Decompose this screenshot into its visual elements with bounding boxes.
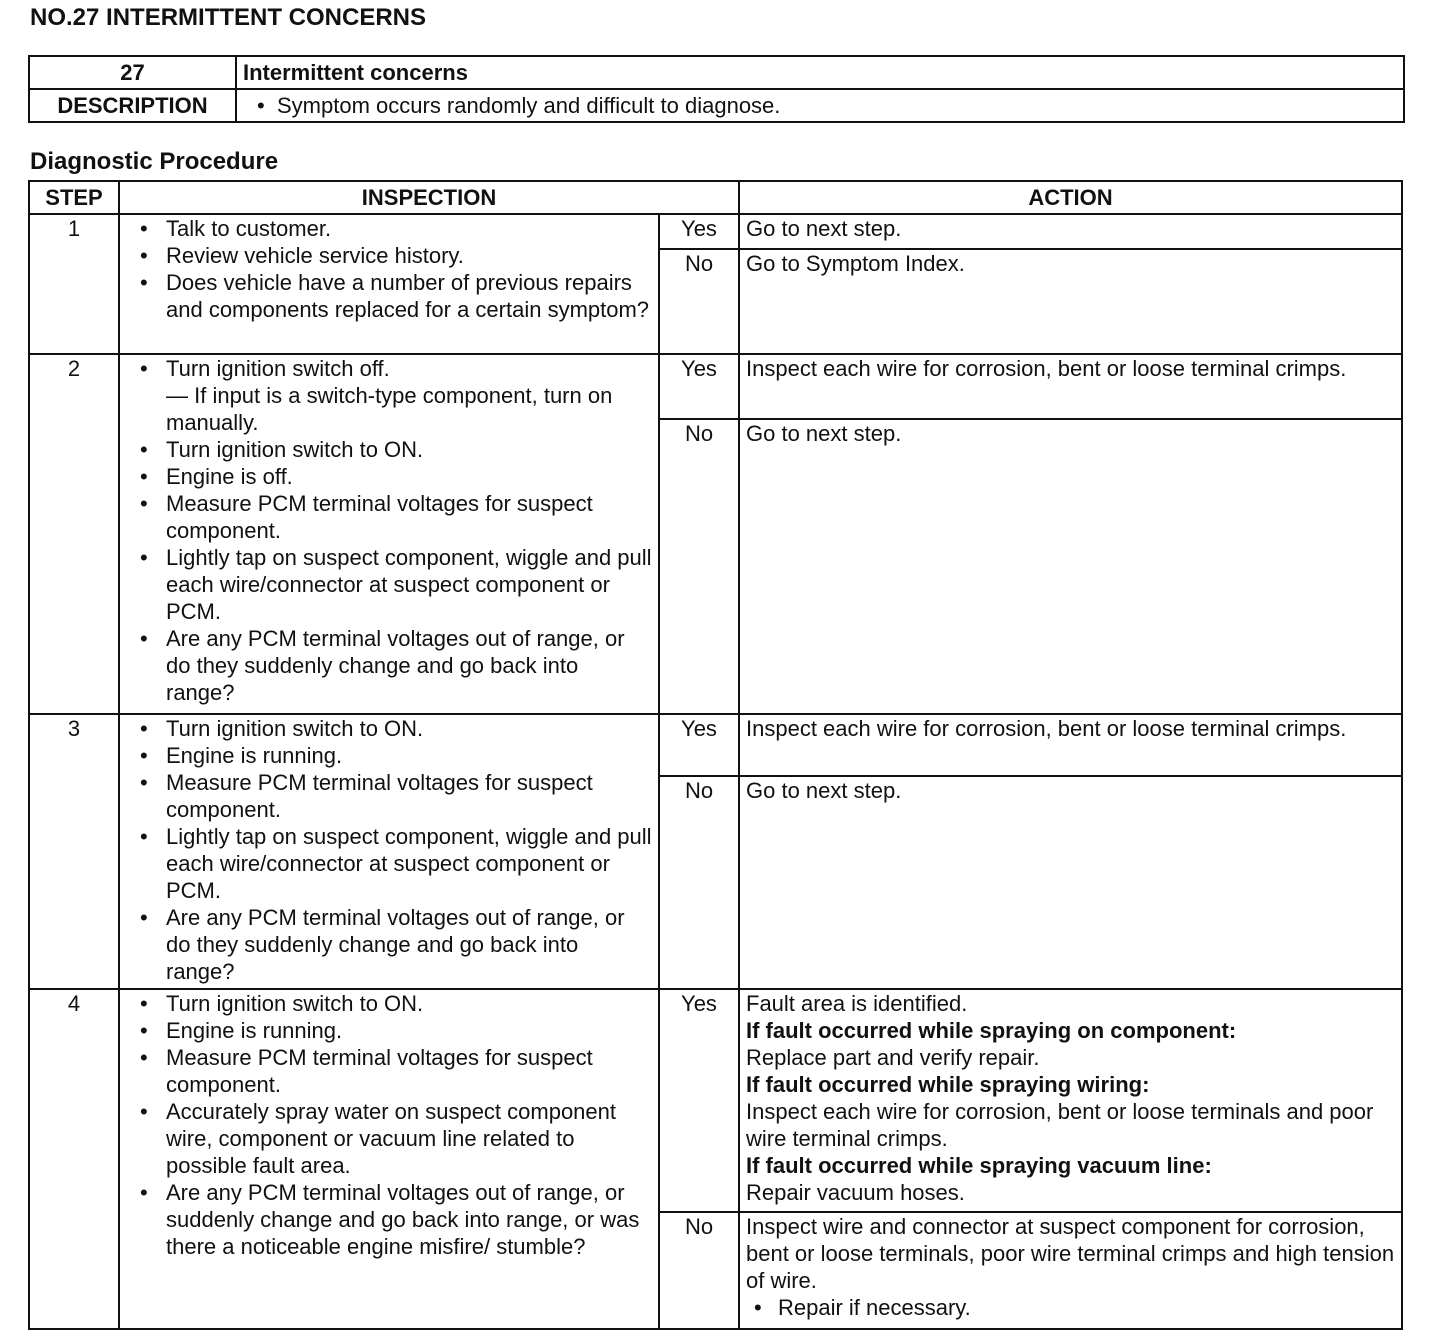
action-line: Replace part and verify repair. [746, 1045, 1040, 1070]
inspection-item: • Are any PCM terminal voltages out of range, or suddenly change and go back into range, or was there a noticeable engine misfire/ stumble? [126, 1179, 652, 1260]
no-label: No [659, 1212, 739, 1329]
description-text: • Symptom occurs randomly and difficult to diagnose. [243, 92, 1397, 119]
yes-action [739, 714, 1402, 776]
yes-action [739, 214, 1402, 249]
no-action [739, 419, 1402, 714]
yes-action [739, 354, 1402, 419]
inspection-item: • Turn ignition switch to ON. [126, 990, 652, 1017]
action-line: Inspect each wire for corrosion, bent or loose terminals and poor wire terminal crimps. [746, 1099, 1374, 1151]
no-action [739, 776, 1402, 989]
procedure-body [29, 214, 1402, 1329]
column-header-inspection: INSPECTION [119, 181, 739, 214]
description-cell [236, 89, 1404, 122]
action-line: Go to next step. [746, 216, 902, 241]
inspection-cell [119, 714, 659, 989]
inspection-cell [119, 354, 659, 714]
action-line: Inspect wire and connector at suspect component for corrosion, bent or loose terminals, poor wire terminal crimps and high tension of wire. [746, 1214, 1395, 1293]
step-number: 3 [29, 714, 119, 989]
step-number: 2 [29, 354, 119, 714]
step-row [29, 989, 1402, 1212]
step-number: 1 [29, 214, 119, 354]
procedure-title: Diagnostic Procedure [30, 148, 279, 175]
no-label: No [659, 776, 739, 989]
inspection-item: • Lightly tap on suspect component, wiggle and pull each wire/connector at suspect component or PCM. [126, 823, 652, 904]
description-label: DESCRIPTION [29, 89, 236, 122]
action-line: Inspect each wire for corrosion, bent or loose terminal crimps. [746, 716, 1347, 741]
page-title: NO.27 INTERMITTENT CONCERNS [30, 4, 427, 31]
yes-label: Yes [659, 214, 739, 249]
inspection-item: • Turn ignition switch to ON. [126, 715, 652, 742]
inspection-item: • Turn ignition switch to ON. [126, 436, 652, 463]
inspection-item: • Talk to customer. [126, 215, 652, 242]
action-line: If fault occurred while spraying wiring: [746, 1072, 1150, 1097]
step-row [29, 214, 1402, 249]
inspection-item: • Does vehicle have a number of previous repairs and components replaced for a certain symptom? [126, 269, 652, 323]
inspection-item: • Lightly tap on suspect component, wiggle and pull each wire/connector at suspect component or PCM. [126, 544, 652, 625]
action-line: Repair vacuum hoses. [746, 1180, 965, 1205]
inspection-item: • Review vehicle service history. [126, 242, 652, 269]
inspection-item: — If input is a switch-type component, turn on manually. [166, 383, 613, 435]
inspection-item: • Measure PCM terminal voltages for suspect component. [126, 490, 652, 544]
action-line: Inspect each wire for corrosion, bent or loose terminal crimps. [746, 356, 1347, 381]
concern-number: 27 [29, 56, 236, 89]
no-label: No [659, 249, 739, 354]
action-line: If fault occurred while spraying on component: [746, 1018, 1237, 1043]
yes-label: Yes [659, 354, 739, 419]
inspection-cell [119, 214, 659, 354]
action-line: Fault area is identified. [746, 991, 968, 1016]
action-line: Go to next step. [746, 778, 902, 803]
concern-header-table [28, 55, 1405, 123]
yes-action [739, 989, 1402, 1212]
action-line: • Repair if necessary. [746, 1294, 1395, 1321]
no-action [739, 1212, 1402, 1329]
inspection-item: • Engine is off. [126, 463, 652, 490]
inspection-cell [119, 989, 659, 1329]
action-line: Go to next step. [746, 421, 902, 446]
yes-label: Yes [659, 714, 739, 776]
column-header-step: STEP [29, 181, 119, 214]
action-line: Go to Symptom Index. [746, 251, 965, 276]
action-line: If fault occurred while spraying vacuum line: [746, 1153, 1212, 1178]
step-number: 4 [29, 989, 119, 1329]
step-row [29, 714, 1402, 776]
inspection-item: • Are any PCM terminal voltages out of range, or do they suddenly change and go back into range? [126, 904, 652, 985]
column-header-action: ACTION [739, 181, 1402, 214]
step-row [29, 354, 1402, 419]
inspection-item: • Turn ignition switch off. [126, 355, 652, 382]
inspection-item: • Measure PCM terminal voltages for suspect component. [126, 1044, 652, 1098]
inspection-item: • Are any PCM terminal voltages out of range, or do they suddenly change and go back into range? [126, 625, 652, 706]
inspection-item: • Accurately spray water on suspect component wire, component or vacuum line related to possible fault area. [126, 1098, 652, 1179]
yes-label: Yes [659, 989, 739, 1212]
inspection-item: • Engine is running. [126, 742, 652, 769]
concern-name: Intermittent concerns [236, 56, 1404, 89]
inspection-item: • Engine is running. [126, 1017, 652, 1044]
inspection-item: • Measure PCM terminal voltages for suspect component. [126, 769, 652, 823]
no-action [739, 249, 1402, 354]
no-label: No [659, 419, 739, 714]
diagnostic-procedure-table [28, 180, 1403, 1330]
